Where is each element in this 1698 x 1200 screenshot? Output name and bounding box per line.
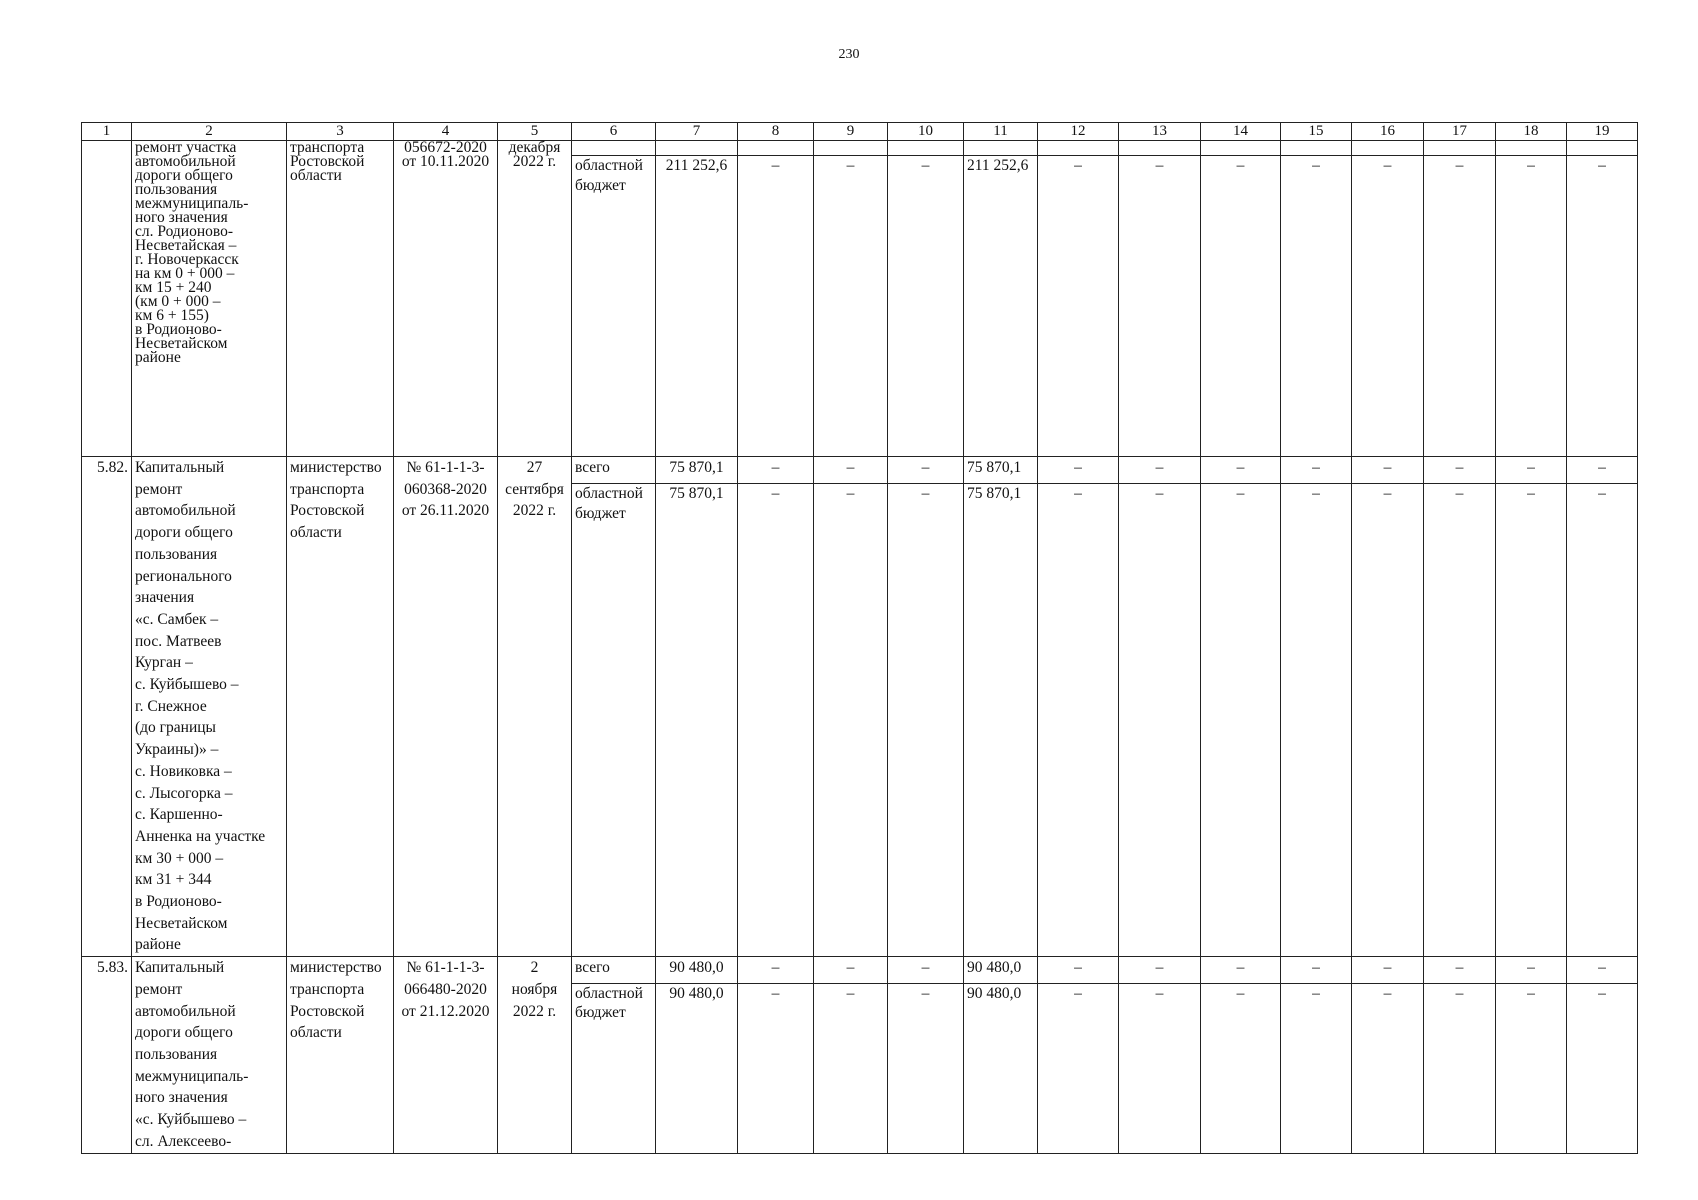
- empty-value: –: [1424, 983, 1496, 1153]
- empty-value: [1496, 141, 1567, 156]
- column-header: 18: [1496, 123, 1567, 141]
- column-header: 8: [738, 123, 814, 141]
- column-header: 16: [1352, 123, 1424, 141]
- empty-value: –: [1119, 957, 1201, 983]
- customer: министерство транспорта Ростовской области: [287, 957, 394, 1153]
- empty-value: [1424, 141, 1496, 156]
- amount-2022: [964, 141, 1038, 156]
- column-header: 15: [1281, 123, 1352, 141]
- column-header: 3: [287, 123, 394, 141]
- empty-value: [814, 141, 888, 156]
- empty-value: [1119, 141, 1201, 156]
- empty-value: –: [1201, 156, 1281, 457]
- empty-value: –: [888, 483, 964, 956]
- empty-value: –: [1352, 983, 1424, 1153]
- empty-value: –: [1119, 983, 1201, 1153]
- column-header: 10: [888, 123, 964, 141]
- empty-value: –: [814, 457, 888, 484]
- object-name: ремонт участка автомобильной дороги общего пользования межмуниципаль- ного значения сл. Родионово- Несветайская – г. Новочеркасск на км 0 + 000 – км 15 + 240 (км 0 + 000 – км 6 + 155) в Родионово- Несветайском районе: [132, 141, 287, 457]
- completion-date: 2 ноября 2022 г.: [498, 957, 572, 1153]
- column-header: 2: [132, 123, 287, 141]
- column-header: 5: [498, 123, 572, 141]
- empty-value: –: [1038, 957, 1119, 983]
- empty-value: –: [1038, 983, 1119, 1153]
- column-header: 9: [814, 123, 888, 141]
- empty-value: –: [1496, 483, 1567, 956]
- amount-2022: 75 870,1: [964, 457, 1038, 484]
- empty-value: [888, 141, 964, 156]
- total-amount: 75 870,1: [656, 483, 738, 956]
- empty-value: –: [814, 483, 888, 956]
- amount-2022: 90 480,0: [964, 957, 1038, 983]
- empty-value: –: [814, 983, 888, 1153]
- completion-date: декабря 2022 г.: [498, 141, 572, 457]
- funding-source: областной бюджет: [572, 983, 656, 1153]
- total-amount: 211 252,6: [656, 156, 738, 457]
- empty-value: –: [888, 983, 964, 1153]
- empty-value: –: [1038, 156, 1119, 457]
- row-number: 5.83.: [82, 957, 132, 1153]
- empty-value: –: [1567, 156, 1638, 457]
- column-header: 13: [1119, 123, 1201, 141]
- empty-value: –: [738, 156, 814, 457]
- column-header: 6: [572, 123, 656, 141]
- empty-value: –: [1567, 457, 1638, 484]
- empty-value: –: [738, 483, 814, 956]
- customer: министерство транспорта Ростовской области: [287, 457, 394, 957]
- empty-value: –: [1281, 957, 1352, 983]
- empty-value: –: [1201, 483, 1281, 956]
- empty-value: –: [1352, 156, 1424, 457]
- empty-value: –: [1281, 156, 1352, 457]
- empty-value: –: [1424, 156, 1496, 457]
- funding-source: [572, 141, 656, 156]
- row-number: [82, 141, 132, 457]
- column-header: 1: [82, 123, 132, 141]
- empty-value: –: [738, 457, 814, 484]
- empty-value: –: [1424, 483, 1496, 956]
- empty-value: –: [1496, 957, 1567, 983]
- table-row: [82, 457, 1638, 484]
- empty-value: –: [1352, 457, 1424, 484]
- empty-value: –: [1352, 957, 1424, 983]
- empty-value: –: [814, 957, 888, 983]
- expertise-number: № 61-1-1-3- 066480-2020 от 21.12.2020: [394, 957, 498, 1153]
- empty-value: –: [888, 457, 964, 484]
- table-row: [82, 141, 1638, 156]
- empty-value: –: [814, 156, 888, 457]
- empty-value: –: [888, 957, 964, 983]
- page-number: 230: [838, 47, 860, 62]
- funding-source: всего: [572, 957, 656, 983]
- empty-value: –: [1119, 483, 1201, 956]
- empty-value: –: [1424, 957, 1496, 983]
- column-header: 19: [1567, 123, 1638, 141]
- completion-date: 27 сентября 2022 г.: [498, 457, 572, 957]
- empty-value: [1201, 141, 1281, 156]
- funding-source: всего: [572, 457, 656, 484]
- empty-value: [1567, 141, 1638, 156]
- table-row: [82, 957, 1638, 983]
- empty-value: –: [1119, 457, 1201, 484]
- funding-source: областной бюджет: [572, 156, 656, 457]
- empty-value: –: [1281, 983, 1352, 1153]
- empty-value: –: [1567, 483, 1638, 956]
- empty-value: –: [1567, 957, 1638, 983]
- empty-value: –: [1496, 156, 1567, 457]
- empty-value: [1038, 141, 1119, 156]
- total-amount: 90 480,0: [656, 983, 738, 1153]
- empty-value: [1281, 141, 1352, 156]
- empty-value: –: [738, 957, 814, 983]
- column-header: 14: [1201, 123, 1281, 141]
- total-amount: 75 870,1: [656, 457, 738, 484]
- amount-2022: 75 870,1: [964, 483, 1038, 956]
- empty-value: –: [1201, 957, 1281, 983]
- empty-value: –: [738, 983, 814, 1153]
- expertise-number: № 61-1-1-3- 060368-2020 от 26.11.2020: [394, 457, 498, 957]
- empty-value: –: [1119, 156, 1201, 457]
- column-header: 7: [656, 123, 738, 141]
- row-number: 5.82.: [82, 457, 132, 957]
- column-header: 12: [1038, 123, 1119, 141]
- empty-value: –: [1281, 483, 1352, 956]
- amount-2022: 211 252,6: [964, 156, 1038, 457]
- empty-value: [1352, 141, 1424, 156]
- empty-value: –: [888, 156, 964, 457]
- empty-value: –: [1567, 983, 1638, 1153]
- empty-value: –: [1352, 483, 1424, 956]
- customer: транспорта Ростовской области: [287, 141, 394, 457]
- total-amount: 90 480,0: [656, 957, 738, 983]
- empty-value: –: [1496, 457, 1567, 484]
- empty-value: [738, 141, 814, 156]
- column-header: 4: [394, 123, 498, 141]
- empty-value: –: [1424, 457, 1496, 484]
- funding-source: областной бюджет: [572, 483, 656, 956]
- budget-table: [81, 122, 1638, 1154]
- column-header: 11: [964, 123, 1038, 141]
- object-name: Капитальный ремонт автомобильной дороги общего пользования межмуниципаль- ного значения «с. Куйбышево – сл. Алексеево-: [132, 957, 287, 1153]
- empty-value: –: [1201, 457, 1281, 484]
- header-row: [82, 123, 1638, 141]
- empty-value: –: [1038, 457, 1119, 484]
- expertise-number: 056672-2020 от 10.11.2020: [394, 141, 498, 457]
- empty-value: –: [1496, 983, 1567, 1153]
- empty-value: –: [1281, 457, 1352, 484]
- object-name: Капитальный ремонт автомобильной дороги общего пользования регионального значения «с. Самбек – пос. Матвеев Курган – с. Куйбышево – г. Снежное (до границы Украины)» – с. Новиковка – с. Лысогорка – с. Каршенно- Анненка на участке км 30 + 000 – км 31 + 344 в Родионово- Несветайском районе: [132, 457, 287, 957]
- empty-value: –: [1201, 983, 1281, 1153]
- total-amount: [656, 141, 738, 156]
- amount-2022: 90 480,0: [964, 983, 1038, 1153]
- empty-value: –: [1038, 483, 1119, 956]
- column-header: 17: [1424, 123, 1496, 141]
